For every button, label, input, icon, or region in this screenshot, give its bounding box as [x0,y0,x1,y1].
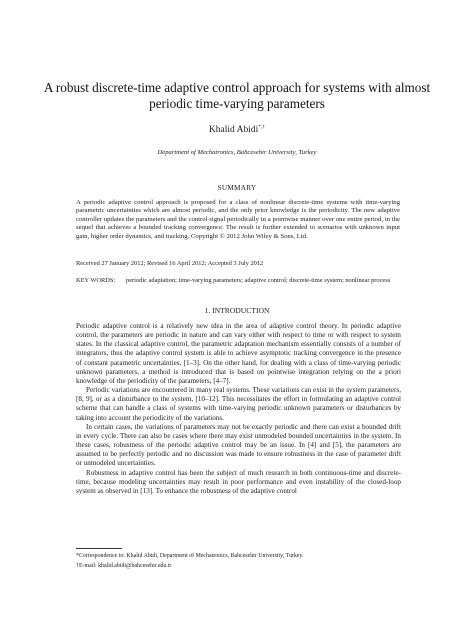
paragraph: Robustness in adaptive control has been the subject of much research in both continuous-time and discrete-time, because modeling uncertainties may result in poor performance and even instability of the closed-loop system as observed in [13]. To enhance the robustness of the adaptive control [76,468,401,495]
keywords-label: KEY WORDS: [76,277,116,284]
footnote-divider [76,548,122,549]
paragraph: Periodic variations are encountered in many real systems. These variations can exist in the system parameters, [8, 9], or as a disturbance to the system, [10–12]. This necessitates the effort in formulating an adaptive control scheme that can handle a class of systems with time-varying periodic unknown parameters or disturbances by taking into account the periodicity of the variations. [76,386,401,422]
paragraph: Periodic adaptive control is a relatively new idea in the area of adaptive control theory. In periodic adaptive control, the parameters are periodic in nature and can vary either with respect to time or with respect to system states. In the classical adaptive control, the parametric adaptation mechanism essentially consists of a number of integrators, thus the adaptive control system is able to achieve asymptotic tracking convergence in the presence of constant parametric uncertainties, [1–3]. On the other hand, for dealing with a class of time-varying periodic unknown parameters, a method is introduced that is based on pointwise integration relying on the a priori knowledge of the periodicity of the parameters, [4–7]. [76,322,401,385]
author-line [40,125,434,136]
received-dates: Received 27 January 2012; Revised 16 April 2012; Accepted 3 July 2012 [76,260,264,267]
footnote-correspondence: *Correspondence to: Khalid Abidi, Department of Mechatronics, Bahcesehir University, Turkey. [76,553,304,559]
keywords [76,277,400,285]
footnote-email: †E-mail: khalid.abidi@bahcesehir.edu.tr [76,562,172,569]
summary-heading: SUMMARY [217,184,257,192]
author-footnote-marks: *,† [258,123,266,130]
paragraph: In certain cases, the variations of parameters may not be exactly periodic and there can exist a bounded drift in every cycle. There can also be cases where there may exist unmodeled bounded uncertainties in the system. In these cases, robustness of the periodic adaptive control may be an issue. In [4] and [5], the parameters are assumed to be perfectly periodic and no discussion was made to ensure robustness in the case of parameter drift or unmodeled uncertainties. [76,422,401,468]
introduction-body [76,322,401,496]
abstract-text: A periodic adaptive control approach is proposed for a class of nonlinear discrete-time systems with time-varying parametric uncertainties which are almost periodic, and the only prior knowledge is the periodicity. The new adaptive controller updates the parameters and the control signal periodically in a pointwise manner over one entire period, in the sequel that achieves a bounded tracking convergence. The result is further extended to scenarios with unknown input gain, higher order dynamics, and tracking. Copyright © 2012 John Wiley & Sons, Ltd. [76,199,400,240]
footnotes [76,552,406,571]
author-name: Khalid Abidi [208,125,259,135]
abstract [76,199,400,241]
paper-title: A robust discrete-time adaptive control approach for systems with almost periodic time-varying parameters [43,80,431,111]
section-heading-introduction: 1. INTRODUCTION [204,306,270,315]
keywords-text: periodic adaptation; time-varying parameters; adaptive control; discrete-time system; nonlinear process [126,277,391,284]
author-affiliation: Department of Mechatronics, Bahcesehir University, Turkey [157,149,317,156]
